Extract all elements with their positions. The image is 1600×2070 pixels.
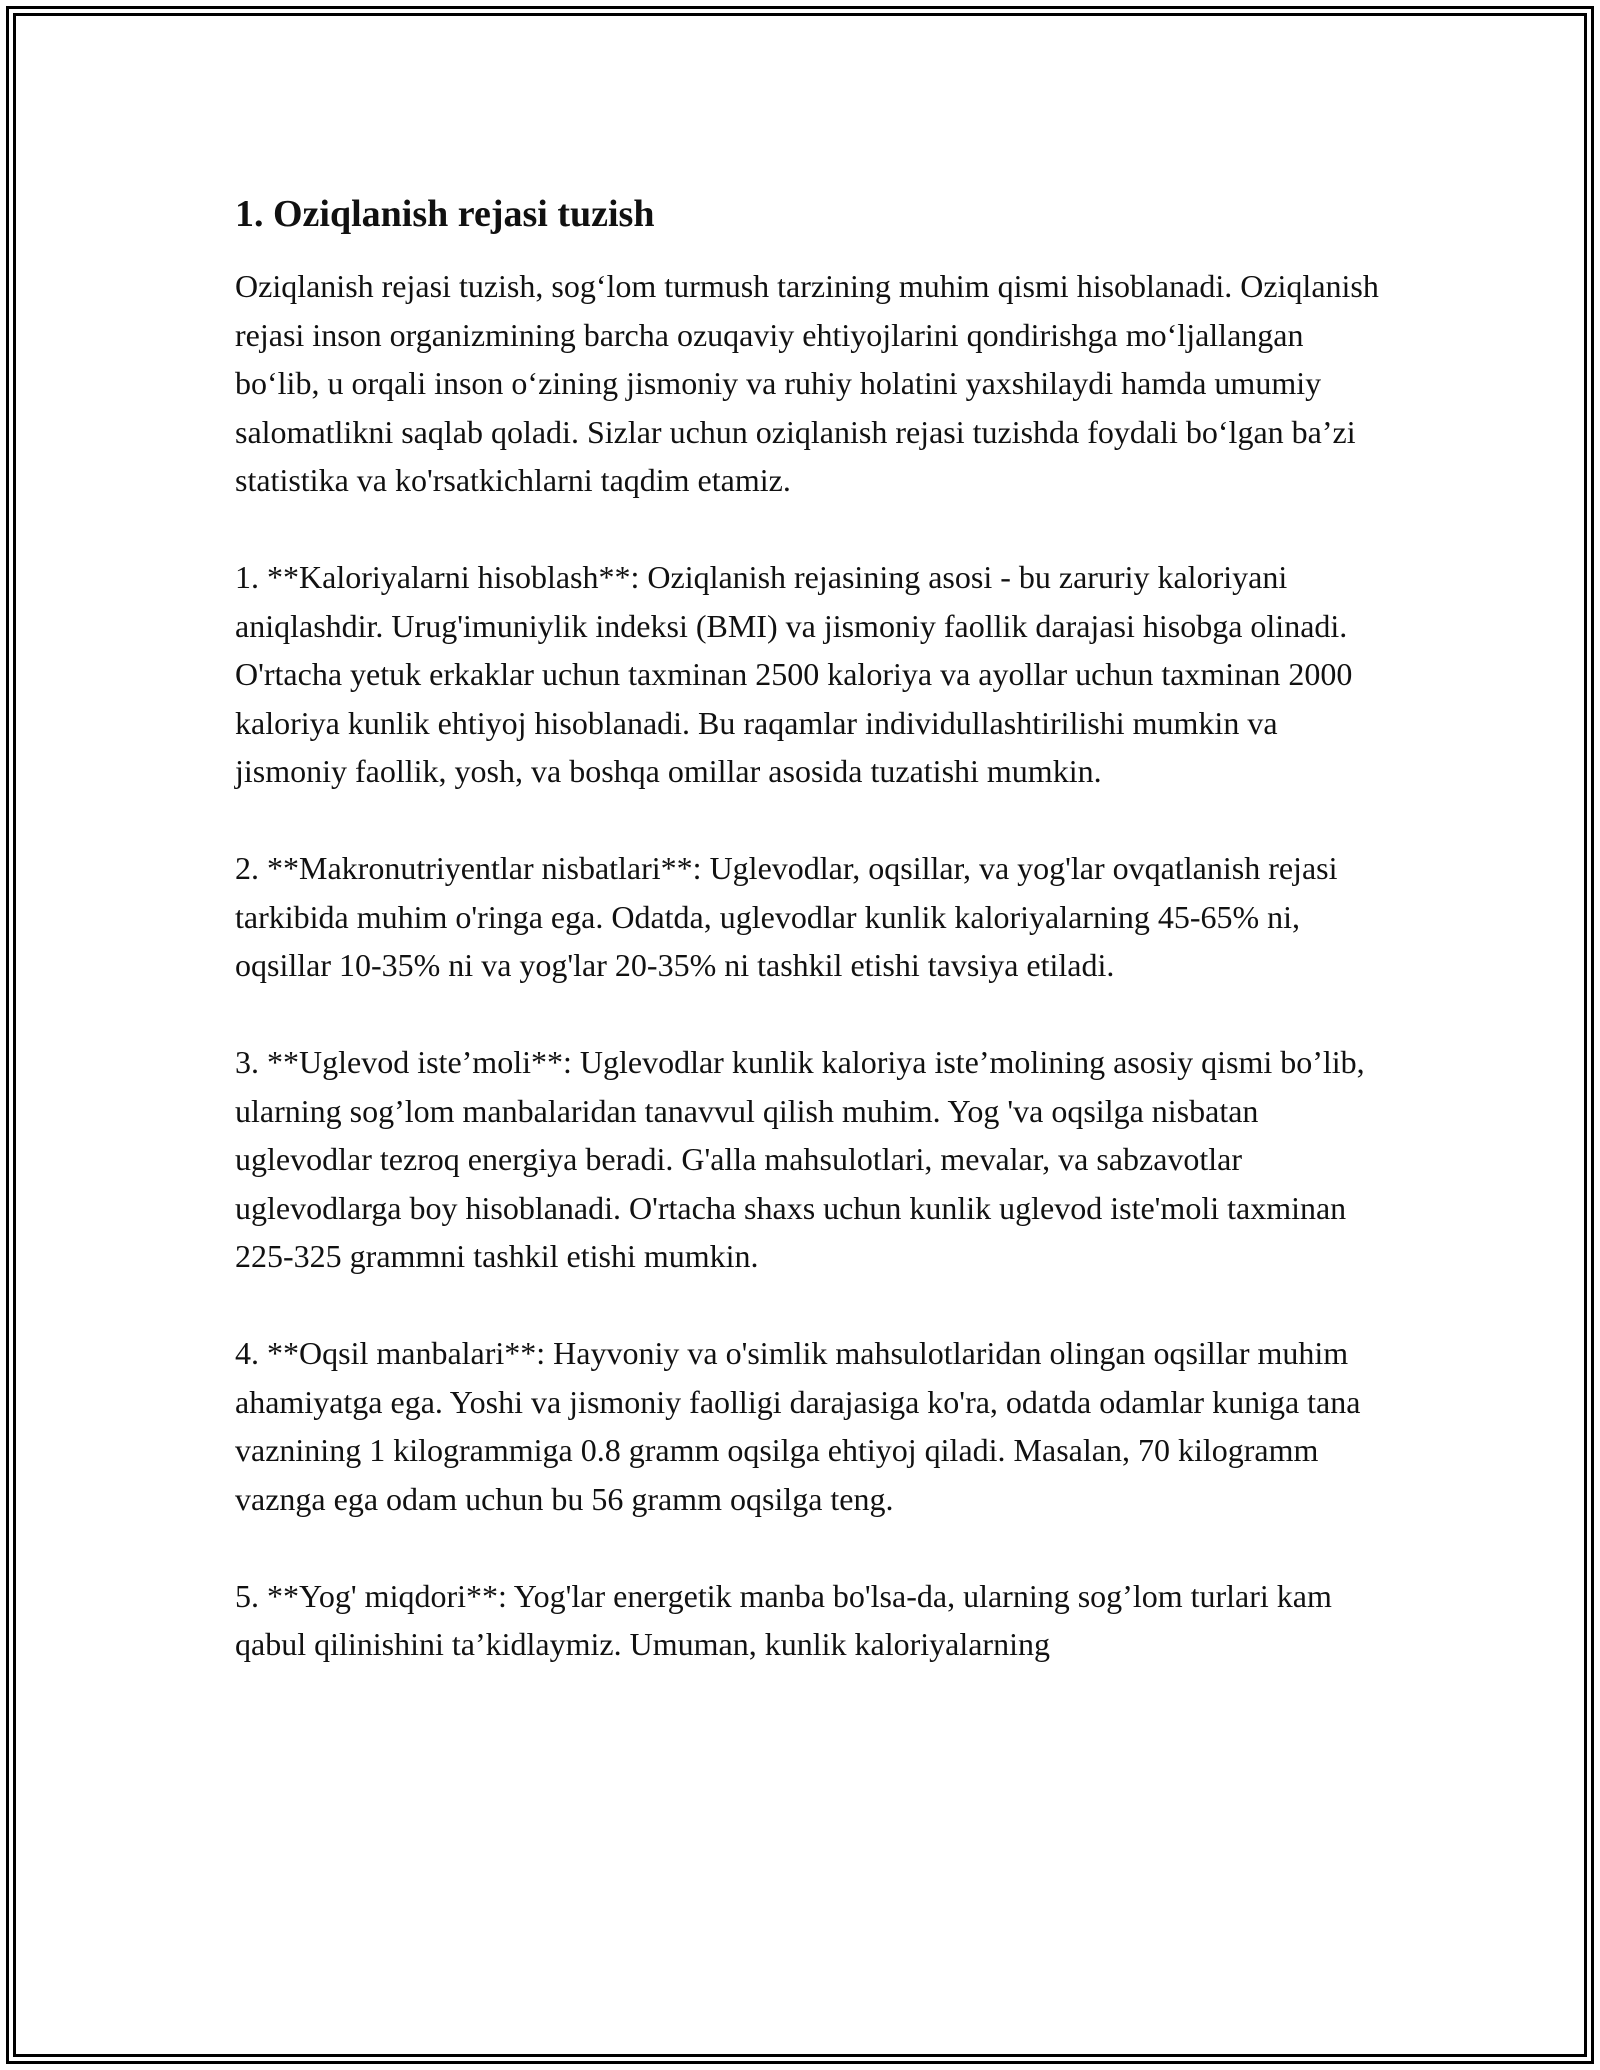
carbohydrate-paragraph: 3. **Uglevod iste’moli**: Uglevodlar kunlik kaloriya iste’molining asosiy qismi bo’lib, ularning sog’lom manbalaridan tanavvul qilish muhim. Yog 'va oqsilga nisbatan uglevodlar tezroq energiya beradi. G'alla mahsulotlari, mevalar, va sabzavotlar uglevodlarga boy hisoblanadi. O'rtacha shaxs uchun kunlik uglevod iste'moli taxminan 225-325 grammni tashkil etishi mumkin. — [235, 1044, 1365, 1274]
fat-paragraph: 5. **Yog' miqdori**: Yog'lar energetik manba bo'lsa-da, ularning sog’lom turlari kam qabul qilinishini ta’kidlaymiz. Umuman, kunlik kaloriyalarning — [235, 1577, 1332, 1662]
section-heading: 1. Oziqlanish rejasi tuzish — [235, 193, 655, 235]
document-body — [235, 186, 1385, 1669]
macronutrients-paragraph: 2. **Makronutriyentlar nisbatlari**: Uglevodlar, oqsillar, va yog'lar ovqatlanish rejasi tarkibida muhim o'ringa ega. Odatda, uglevodlar kunlik kaloriyalarning 45-65% ni, oqsillar 10-35% ni va yog'lar 20-35% ni tashkil etishi tavsiya etiladi. — [235, 850, 1338, 983]
protein-paragraph: 4. **Oqsil manbalari**: Hayvoniy va o'simlik mahsulotlaridan olingan oqsillar muhim ahamiyatga ega. Yoshi va jismoniy faolligi darajasiga ko'ra, odatda odamlar kuniga tana vaznining 1 kilogrammiga 0.8 gramm oqsilga ehtiyoj qiladi. Masalan, 70 kilogramm vaznga ega odam uchun bu 56 gramm oqsilga teng. — [235, 1335, 1361, 1517]
calories-paragraph: 1. **Kaloriyalarni hisoblash**: Oziqlanish rejasining asosi - bu zaruriy kaloriyani aniqlashdir. Urug'imuniylik indeksi (BMI) va jismoniy faollik darajasi hisobga olinadi. O'rtacha yetuk erkaklar uchun taxminan 2500 kaloriya va ayollar uchun taxminan 2000 kaloriya kunlik ehtiyoj hisoblanadi. Bu raqamlar individullashtirilishi mumkin va jismoniy faollik, yosh, va boshqa omillar asosida tuzatishi mumkin. — [235, 559, 1353, 789]
intro-paragraph: Oziqlanish rejasi tuzish, sog‘lom turmush tarzining muhim qismi hisoblanadi. Oziqlanish rejasi inson organizmining barcha ozuqaviy ehtiyojlarini qondirishga mo‘ljallangan bo‘lib, u orqali inson o‘zining jismoniy va ruhiy holatini yaxshilaydi hamda umumiy salomatlikni saqlab qoladi. Sizlar uchun oziqlanish rejasi tuzishda foydali bo‘lgan ba’zi statistika va ko'rsatkichlarni taqdim etamiz. — [235, 268, 1379, 498]
